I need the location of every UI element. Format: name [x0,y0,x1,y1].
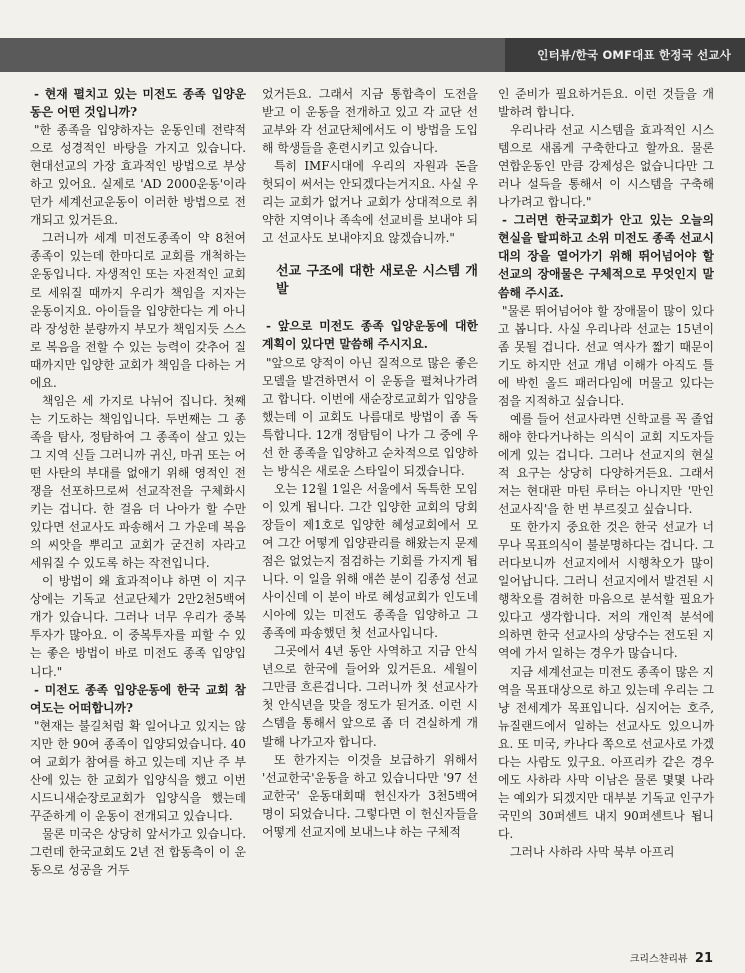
body-paragraph: "앞으로 양적이 아닌 질적으로 많은 좋은 모델을 발견하면서 이 운동을 펼쳐나가려고 합니다. 이번에 새순장로교회가 입양을 했는데 이 교회도 나름대로 방법이 좀 독특합니다. 12개 정탐팀이 나가 그 중에 우선 한 종족을 입양하고 순차적으로 입양하는 방식은 새로운 스타일이 되겠습니다. [262,355,478,478]
body-paragraph: "한 종족을 입양하자는 운동인데 전략적으로 성경적인 바탕을 가지고 있습니다. 현대선교의 가장 효과적인 방법으로 부상하고 있어요. 실제로 'AD 2000운동'이라던가 세계선교운동이 이러한 방법으로 전개되고 있거든요. [30,123,246,228]
body-paragraph: 또 한가지 중요한 것은 한국 선교가 너무나 목표의식이 불분명하다는 겁니다. 그러다보니까 선교지에서 시행착오가 많이 일어납니다. 그러니 선교지에서 발견된 시행착오를 겸허한 마음으로 분석할 필요가 있다고 생각합니다. 저의 개인적 분석에 의하면 한국 선교사의 상당수는 전도된 지역에 가서 일하는 경우가 많습니다. [498,520,714,661]
body-paragraph: 책임은 세 가지로 나뉘어 집니다. 첫째는 기도하는 책임입니다. 두번째는 그 종족을 탐사, 정탐하여 그 종족이 살고 있는 그 지역 신들 그러니까 귀신, 마귀 또는 어떤 사탄의 부대를 없애기 위해 영적인 전쟁을 선포하므로써 선교작전을 구체화시키는 겁니다. 한 걸음 더 나아가 할 수만 있다면 선교사도 파송해서 그 가운데 복음의 씨앗을 뿌리고 교회가 굳건히 자라고 세워질 수 있도록 하는 작전입니다. [30,393,246,571]
section-heading: 선교 구조에 대한 새로운 시스템 개발 [276,264,478,298]
column-2-bottom [262,317,478,840]
body-paragraph: 그러나 사하라 사막 북부 아프리 [510,844,675,859]
body-paragraph: 그러니까 세계 미전도종족이 약 8천여 종족이 있는데 한마디로 교회를 개척하는 운동입니다. 자생적인 또는 자전적인 교회로 세워질 때까지 우리가 책임을 지자는 운동이지요. 아이들을 입양한다는 게 아니라 장성한 분량까지 부모가 책임지듯 스스로 복음을 전할 수 있는 능력이 갖추어 질때까지만 입양한 교회가 책임을 다하는 거에요. [30,231,246,390]
body-paragraph: 우리나라 선교 시스템을 효과적인 시스템으로 새롭게 구축한다고 할까요. 물론 연합운동인 만큼 강제성은 없습니다만 그러나 설득을 통해서 이 시스템을 구축해 나가려고 합니다." [498,123,714,210]
column-2 [262,85,478,945]
page-number: 21 [694,951,713,966]
body-paragraph: 이 방법이 왜 효과적이냐 하면 이 지구상에는 기독교 선교단체가 2만2천5백여 개가 있습니다. 그러나 너무 우리가 중복투자가 많아요. 이 중복투자를 피할 수 있는 좋은 방법이 바로 미전도 종족 입양입니다." [30,574,246,679]
header-title: 인터뷰/한국 OMF대표 한정국 선교사 [537,48,731,62]
column-3 [498,85,714,945]
question-paragraph: - 그러면 한국교회가 안고 있는 오늘의 현실을 탈피하고 소위 미전도 종족 선교시대의 장을 열어가기 위해 뛰어넘어야 할 선교의 장애물은 구체적으로 무엇인지 말씀해 주시죠. [498,213,714,300]
body-paragraph: 그곳에서 4년 동안 사역하고 지금 안식년으로 한국에 들어와 있거든요. 세월이 그만큼 흐른겁니다. 그러니까 첫 선교사가 첫 안식년을 맞을 정도가 된거죠. 이런 시스템을 통해서 앞으로 좀 더 견실하게 개발해 나가고자 합니다. [262,644,478,749]
page-footer [630,950,713,966]
column-1 [30,85,246,945]
body-paragraph: 또 한가지는 이것을 보급하기 위해서 '선교한국'운동을 하고 있습니다만 '97 선교한국' 운동대회때 헌신자가 3천5백여 명이 되었습니다. 그렇다면 이 헌신자들을 어떻게 선교지에 보내느냐 하는 구체적 [262,752,478,839]
body-paragraph: 물론 미국은 상당히 앞서가고 있습니다. 그런데 한국교회도 2년 전 합동측이 이 운동으로 성공을 거두 [30,826,246,878]
body-paragraph: 지금 세계선교는 미전도 종족이 많은 지역을 목표대상으로 하고 있는데 우리는 그냥 전세계가 목표입니다. 심지어는 호주, 뉴질랜드에서 일하는 선교사도 있으니까요. 또 미국, 카나다 쪽으로 선교사로 가겠다는 사람도 있구요. 아프리카 같은 경우에도 사하라 사막 이남은 물론 몇몇 나라는 예외가 되겠지만 대부분 기독교 인구가 국민의 30퍼센트 내지 90퍼센트나 됩니다. [498,664,714,841]
body-paragraph: "현재는 불길처럼 확 일어나고 있지는 않지만 한 90여 종족이 입양되었습니다. 40여 교회가 참여를 하고 있는데 지난 주 부산에 있는 한 교회가 입양식을 했고 이번 시드니새순장로교회가 입양식을 했는데 꾸준하게 이 운동이 전개되고 있습니다. [30,718,246,823]
body-paragraph: 예를 들어 선교사라면 신학교를 꼭 졸업해야 한다거나하는 의식이 교회 지도자들에게 있는 겁니다. 그러나 선교지의 현실적 요구는 상당히 다양하거든요. 그래서 저는 현대판 마틴 루터는 아니지만 '만인 선교사직'을 한 번 부르짖고 싶습니다. [498,411,714,517]
question-paragraph: - 현재 펼치고 있는 미전도 종족 입양운동은 어떤 것입니까? [30,87,246,120]
question-paragraph: - 앞으로 미전도 종족 입양운동에 대한 계획이 있다면 말씀해 주시지요. [262,319,478,352]
question-paragraph: - 미전도 종족 입양운동에 한국 교회 참여도는 어떠합니까? [30,682,246,715]
body-paragraph: 오는 12월 1일은 서울에서 독특한 모임이 있게 됩니다. 그간 입양한 교회의 당회장들이 제1호로 입양한 혜성교회에서 모여 그간 어떻게 입양관리를 해왔는지 문제점은 없었는지 점검하는 기회를 가지게 됩니다. 이 일을 위해 애쓴 분이 김종성 선교사이신데 이 분이 바로 혜성교회가 인도네시아에 있는 미전도 종족을 입양하고 그 종족에 파송했던 첫 선교사입니다. [262,481,478,641]
body-paragraph: 인 준비가 필요하거든요. 이런 것들을 개발하려 합니다. [498,87,714,120]
magazine-name: 크리스챤리뷰 [629,954,688,965]
body-paragraph: 었거든요. 그래서 지금 통합측이 도전을 받고 이 운동을 전개하고 있고 각 교단 선교부와 각 선교단체에서도 이 방법을 도입해 학생들을 훈련시키고 있습니다. [262,87,478,156]
column-2-top [262,85,478,247]
body-paragraph: "물론 뛰어넘어야 할 장애물이 많이 있다고 봅니다. 사실 우리나라 선교는 15년이 좀 못될 겁니다. 선교 역사가 짧기 때문이기도 하지만 선교 개념 이해가 아직도 틀에 박힌 올드 패러다임에 머물고 있다는 점을 지적하고 싶습니다. [498,303,714,408]
body-paragraph: 특히 IMF시대에 우리의 자원과 돈을 헛되이 써서는 안되겠다는거지요. 사실 우리는 교회가 없거나 교회가 상대적으로 취약한 지역이나 족속에 선교비를 보내야 되고 선교사도 보내야지요 않겠습니까." [262,159,478,246]
